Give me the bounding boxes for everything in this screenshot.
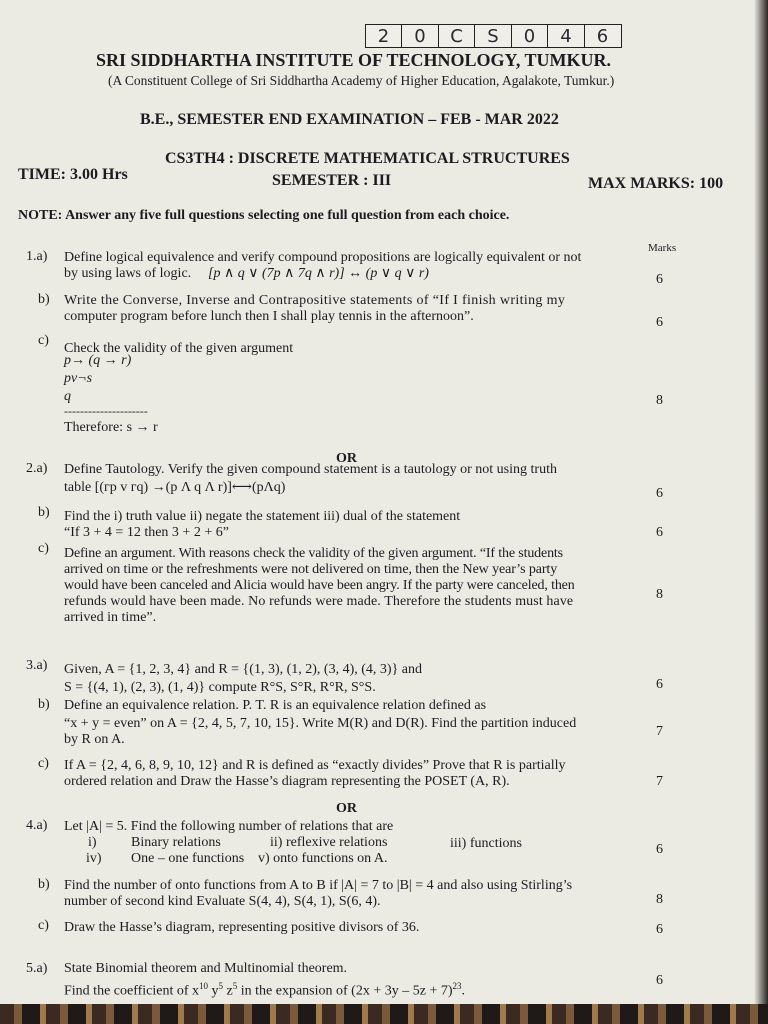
- question-text: would have been canceled and Alicia would have been angry. If the party were canceled, then: [64, 578, 575, 593]
- question-marks: 6: [656, 525, 663, 540]
- question-part: c): [38, 918, 49, 933]
- exponent: 10: [199, 981, 209, 991]
- usn-digit: 2: [365, 24, 403, 48]
- question-text: ordered relation and Draw the Hasse’s diagram representing the POSET (A, R).: [64, 774, 510, 789]
- question-marks: 6: [656, 677, 663, 692]
- question-text: Draw the Hasse’s diagram, representing positive divisors of 36.: [64, 920, 420, 935]
- question-part: c): [38, 756, 49, 771]
- question-text: “If 3 + 4 = 12 then 3 + 2 + 6”: [64, 525, 229, 540]
- question-text: State Binomial theorem and Multinomial theorem.: [64, 961, 348, 976]
- question-number: 4.a): [26, 818, 48, 833]
- table-surface-strip: [0, 1004, 768, 1024]
- question-text: by using laws of logic.: [64, 266, 192, 281]
- question-text: by R on A.: [64, 732, 125, 747]
- sub-part-text: One – one functions: [131, 851, 245, 866]
- question-marks: 7: [656, 724, 663, 739]
- sub-part-text: ii) reflexive relations: [270, 835, 388, 850]
- question-text: Find the number of onto functions from A to B if |A| = 7 to |B| = 4 and also using Stirling’s: [64, 878, 573, 893]
- text-part: z: [223, 983, 233, 999]
- question-part: b): [38, 292, 50, 307]
- question-text: arrived in time”.: [64, 610, 157, 625]
- question-marks: 6: [656, 315, 663, 330]
- semester: SEMESTER : III: [272, 172, 392, 189]
- exponent: 23: [452, 981, 462, 991]
- premise: pv¬s: [64, 371, 93, 386]
- question-part: c): [38, 541, 49, 556]
- question-number: 2.a): [26, 461, 48, 476]
- question-marks: 6: [656, 486, 663, 501]
- question-text: [64, 978, 465, 1000]
- question-text: Find the i) truth value ii) negate the statement iii) dual of the statement: [64, 509, 461, 524]
- question-text: Let |A| = 5. Find the following number of relations that are: [64, 819, 394, 834]
- question-number: 5.a): [26, 961, 48, 976]
- exponent: 5: [232, 981, 238, 991]
- conclusion: Therefore: s → r: [64, 420, 158, 435]
- institute-name: SRI SIDDHARTHA INSTITUTE OF TECHNOLOGY, TUMKUR.: [96, 50, 611, 70]
- question-text: Define an argument. With reasons check the validity of the given argument. “If the students: [64, 546, 563, 561]
- question-marks: 6: [656, 922, 663, 937]
- exam-note: NOTE: Answer any five full questions selecting one full question from each choice.: [18, 208, 510, 223]
- question-text: arrived on time or the refreshments were not delivered on time, then the New year’s party: [64, 562, 558, 577]
- usn-digit: 0: [401, 24, 439, 48]
- question-part: b): [38, 505, 50, 520]
- max-marks: MAX MARKS: 100: [588, 175, 724, 192]
- question-text: Define an equivalence relation. P. T. R is an equivalence relation defined as: [64, 698, 487, 713]
- exam-title: B.E., SEMESTER END EXAMINATION – FEB - MAR 2022: [140, 111, 559, 128]
- question-marks: 8: [656, 393, 663, 408]
- question-part: c): [38, 333, 49, 348]
- question-formula: [p ∧ q ∨ (7p ∧ 7q ∧ r)] ↔ (p ∨ q ∨ r): [208, 266, 429, 281]
- premise: q: [64, 389, 71, 404]
- or-separator: OR: [336, 801, 357, 816]
- question-number: 1.a): [26, 249, 48, 264]
- question-text: Given, A = {1, 2, 3, 4} and R = {(1, 3), (1, 2), (3, 4), (4, 3)} and: [64, 662, 423, 677]
- question-marks: 6: [656, 842, 663, 857]
- premise: p→ (q → r): [64, 353, 132, 368]
- question-text: table [(ᴦp v ᴦq) →(p Λ q Λ r)]⟷(pΛq): [64, 480, 286, 495]
- marks-column-label: Marks: [648, 242, 677, 254]
- text-part: y: [208, 983, 219, 999]
- text-part: in the expansion of (2x + 3y – 5z + 7): [237, 983, 453, 999]
- usn-boxes: [366, 24, 622, 48]
- sub-part-text: iii) functions: [450, 836, 522, 851]
- usn-digit: 4: [547, 24, 585, 48]
- question-text: refunds would have been made. No refunds were made. Therefore the students must have: [64, 594, 574, 609]
- usn-digit: C: [438, 24, 476, 48]
- question-text: Define logical equivalence and verify compound propositions are logically equivalent or not: [64, 250, 582, 265]
- exponent: 5: [218, 981, 224, 991]
- sub-part: iv): [86, 851, 102, 866]
- usn-digit: S: [474, 24, 512, 48]
- question-text: Write the Converse, Inverse and Contrapositive statements of “If I finish writing my: [64, 293, 566, 308]
- question-marks: 6: [656, 272, 663, 287]
- argument-rule: ---------------------: [64, 404, 148, 418]
- question-text: If A = {2, 4, 6, 8, 9, 10, 12} and R is defined as “exactly divides” Prove that R is partially: [64, 758, 566, 773]
- text-part: .: [461, 983, 466, 999]
- question-text: Define Tautology. Verify the given compound statement is a tautology or not using truth: [64, 462, 557, 477]
- usn-digit: 6: [584, 24, 622, 48]
- question-part: b): [38, 877, 50, 892]
- usn-digit: 0: [511, 24, 549, 48]
- course-title: CS3TH4 : DISCRETE MATHEMATICAL STRUCTURES: [165, 150, 570, 167]
- question-number: 3.a): [26, 658, 48, 673]
- text-part: Find the coefficient of x: [64, 983, 200, 999]
- question-text: number of second kind Evaluate S(4, 4), S(4, 1), S(6, 4).: [64, 894, 381, 909]
- page-edge-shadow: [754, 0, 768, 1024]
- or-separator: OR: [336, 451, 357, 466]
- sub-part: i): [88, 835, 97, 850]
- exam-time: TIME: 3.00 Hrs: [18, 166, 128, 183]
- question-part: b): [38, 697, 50, 712]
- question-marks: 7: [656, 774, 663, 789]
- sub-part-text: v) onto functions on A.: [258, 851, 388, 866]
- question-text: computer program before lunch then I shall play tennis in the afternoon”.: [64, 309, 474, 324]
- question-marks: 8: [656, 587, 663, 602]
- question-marks: 8: [656, 892, 663, 907]
- question-marks: 6: [656, 973, 663, 988]
- question-text: S = {(4, 1), (2, 3), (1, 4)} compute R°S, S°R, R°R, S°S.: [64, 680, 376, 695]
- question-text: Check the validity of the given argument: [64, 341, 294, 356]
- constituent-line: (A Constituent College of Sri Siddhartha Academy of Higher Education, Agalakote, Tumkur.): [108, 73, 615, 88]
- question-text: “x + y = even” on A = {2, 4, 5, 7, 10, 15}. Write M(R) and D(R). Find the partition induced: [64, 716, 577, 731]
- sub-part-text: Binary relations: [131, 835, 221, 850]
